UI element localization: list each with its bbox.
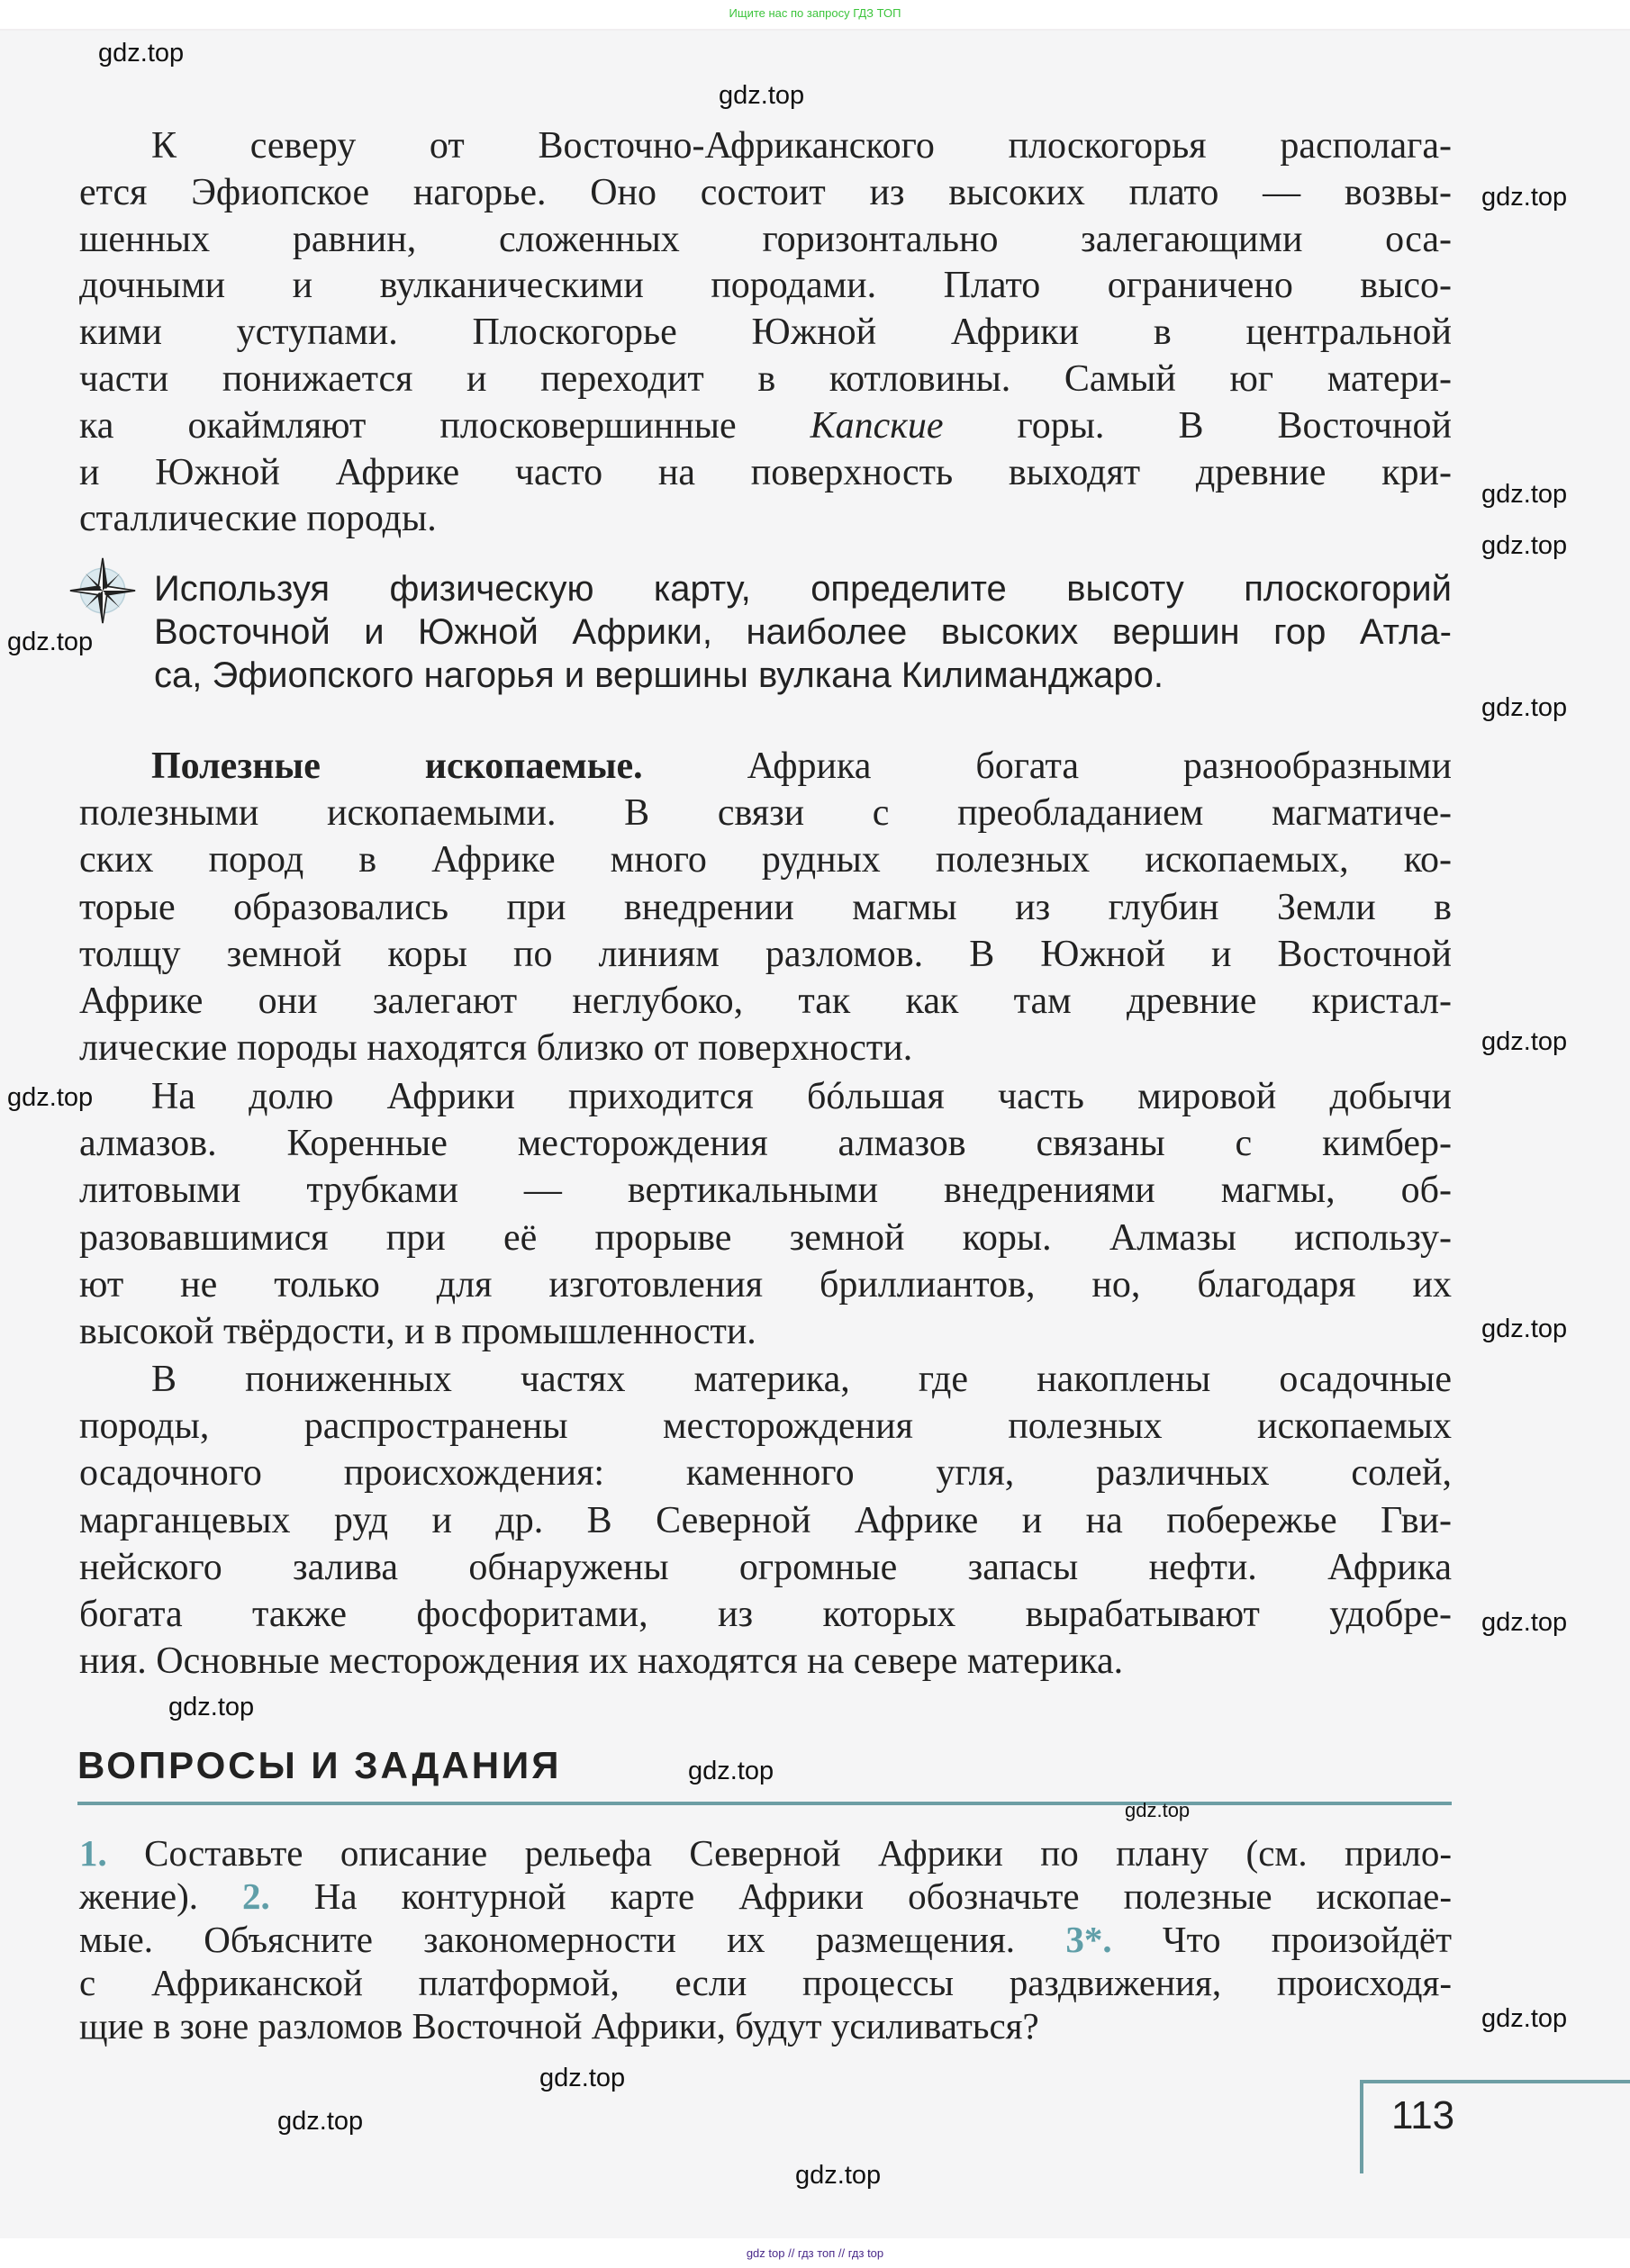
watermark-text: gdz.top <box>1481 1315 1568 1343</box>
page-number-frame-vertical <box>1360 2080 1363 2173</box>
watermark-text: gdz.top <box>1125 1799 1191 1821</box>
paragraph-line: разовавшимися при её прорыве земной коры. Алмазы использу- <box>79 1216 1452 1259</box>
watermark-text: gdz.top <box>795 2161 882 2190</box>
watermark-text: gdz.top <box>1481 693 1568 722</box>
paragraph-line: В пониженных частях материка, где накоплены осадочные <box>151 1359 1452 1400</box>
watermark-text: gdz.top <box>1481 1608 1568 1637</box>
paragraph-line: литовыми трубками — вертикальными внедрениями магмы, об- <box>79 1170 1452 1212</box>
text-segment: мые. Объясните закономерности их размещения. <box>79 1919 1066 1960</box>
watermark-text: gdz.top <box>7 1083 94 1112</box>
paragraph-line: ния. Основные месторождения их находятся на севере материка. <box>79 1640 1124 1683</box>
paragraph-line: торые образовались при внедрении магмы из глубин Земли в <box>79 886 1452 928</box>
question-number: 2. <box>241 1875 270 1917</box>
watermark-text: gdz.top <box>1481 183 1568 212</box>
section-heading: ВОПРОСЫ И ЗАДАНИЯ <box>77 1744 562 1786</box>
watermark-text: gdz.top <box>1481 480 1568 509</box>
bottom-footer <box>0 2238 1630 2268</box>
paragraph-line: и Южной Африке часто на поверхность выходят древние кри- <box>79 451 1452 493</box>
watermark-text: gdz.top <box>1481 531 1568 560</box>
task-text-line: Используя физическую карту, определите высоту плоскогорий <box>154 569 1452 609</box>
paragraph-line <box>79 403 1452 449</box>
task-text-line: Восточной и Южной Африки, наиболее высоких вершин гор Атла- <box>154 612 1452 652</box>
paragraph-line: ется Эфиопское нагорье. Оно состоит из высоких плато — возвы- <box>79 171 1452 213</box>
question-line <box>79 1832 1452 1875</box>
paragraph-line: сталлические породы. <box>79 498 437 540</box>
italic-term: Капские <box>810 404 944 447</box>
heading-divider <box>77 1802 1452 1805</box>
paragraph-line: марганцевых руд и др. В Северной Африке и на побережье Гви- <box>79 1499 1452 1541</box>
paragraph-line: высокой твёрдости, и в промышленности. <box>79 1311 756 1352</box>
watermark-text: gdz.top <box>688 1757 774 1785</box>
page-number: 113 <box>1391 2093 1455 2137</box>
watermark-text: gdz.top <box>168 1693 255 1721</box>
paragraph-line: алмазов. Коренные месторождения алмазов связаны с кимбер- <box>79 1123 1452 1165</box>
text-segment: Что произойдёт <box>1111 1919 1453 1960</box>
paragraph-line: богата также фосфоритами, из которых вырабатывают удобре- <box>79 1594 1452 1635</box>
paragraph-line: Африке они залегают неглубоко, так как там древние кристал- <box>79 980 1452 1022</box>
watermark-text: gdz.top <box>1481 1027 1568 1056</box>
paragraph-line: ских пород в Африке много рудных полезных ископаемых, ко- <box>79 839 1452 881</box>
task-text-line: са, Эфиопского нагорья и вершины вулкана Килиманджаро. <box>154 655 1164 695</box>
watermark-text: gdz.top <box>277 2107 364 2136</box>
text-segment: ка окаймляют плосковершинные <box>79 404 810 447</box>
paragraph-line: дочными и вулканическими породами. Плато ограничено высо- <box>79 265 1452 307</box>
question-number: 1. <box>79 1832 107 1874</box>
banner-text: Ищите нас по запросу ГДЗ ТОП <box>729 6 901 20</box>
watermark-text: gdz.top <box>7 628 94 656</box>
paragraph-line: ют не только для изготовления бриллиантов, но, благодаря их <box>79 1263 1452 1306</box>
text-segment: Составьте описание рельефа Северной Африки по плану (см. прило- <box>106 1832 1452 1874</box>
question-line: щие в зоне разломов Восточной Африки, будут усиливаться? <box>79 2005 1039 2047</box>
paragraph-line <box>151 744 1452 790</box>
paragraph-line: полезными ископаемыми. В связи с преобладанием магматиче- <box>79 792 1452 835</box>
watermark-text: gdz.top <box>98 39 185 68</box>
paragraph-line: лические породы находятся близко от поверхности. <box>79 1027 913 1070</box>
paragraph-line: толщу земной коры по линиям разломов. В Южной и Восточной <box>79 933 1452 975</box>
watermark-text: gdz.top <box>1481 2004 1568 2033</box>
text-segment: На контурной карте Африки обозначьте полезные ископае- <box>269 1875 1452 1917</box>
paragraph-line: породы, распространены месторождения полезных ископаемых <box>79 1405 1452 1448</box>
paragraph-line: части понижается и переходит в котловины. Самый юг матери- <box>79 358 1452 400</box>
paragraph-line: нейского залива обнаружены огромные запасы нефти. Африка <box>79 1546 1452 1588</box>
question-number: 3*. <box>1065 1919 1112 1960</box>
paragraph-line: шенных равнин, сложенных горизонтально залегающими оса- <box>79 218 1452 260</box>
compass-rose-icon <box>68 556 137 625</box>
paragraph-line: кими уступами. Плоскогорье Южной Африки в центральной <box>79 312 1452 354</box>
question-line <box>79 1875 1452 1918</box>
text-segment: Африка богата разнообразными <box>642 745 1452 787</box>
watermark-text: gdz.top <box>539 2064 626 2092</box>
paragraph-line: К северу от Восточно-Африканского плоскогорья располага- <box>151 125 1452 167</box>
question-line <box>79 1919 1452 1961</box>
question-line: с Африканской платформой, если процессы раздвижения, происходя- <box>79 1962 1452 2003</box>
text-segment: горы. В Восточной <box>943 404 1452 447</box>
page-number-frame-horizontal <box>1360 2080 1630 2083</box>
text-segment: жение). <box>79 1875 242 1917</box>
footer-text: gdz top // гдз топ // гдз top <box>746 2246 884 2260</box>
top-banner <box>0 0 1630 31</box>
paragraph-line: На долю Африки приходится бóльшая часть мировой добычи <box>151 1076 1452 1117</box>
watermark-text: gdz.top <box>719 81 805 110</box>
paragraph-line: осадочного происхождения: каменного угля, различных солей, <box>79 1452 1452 1495</box>
bold-term: Полезные ископаемые. <box>151 745 643 787</box>
